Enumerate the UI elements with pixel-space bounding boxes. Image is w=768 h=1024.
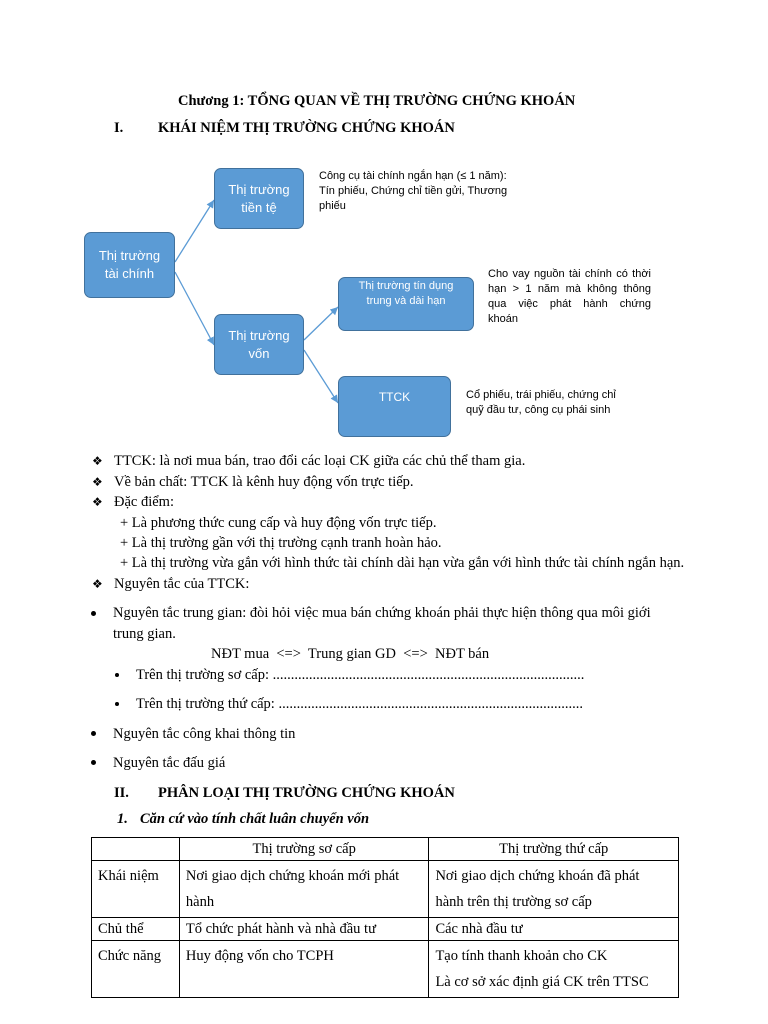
table-cell: Nơi giao dịch chứng khoán đã phát hành trên thị trường sơ cấp [429,861,679,918]
table-cell: Huy động vốn cho TCPH [179,941,429,998]
principle-disclosure: Nguyên tắc công khai thông tin [113,726,296,742]
bullet-principles: Nguyên tắc của TTCK: [114,576,250,592]
diamond-bullet-icon: ❖ [92,475,103,489]
connector-root-capital [175,272,214,345]
bullet-ttck-definition: TTCK: là nơi mua bán, trao đổi các loại CK giữa các chủ thể tham gia. [114,453,526,469]
section-1-number: I. [114,120,124,136]
table-row [92,941,679,998]
sub-primary-market: Trên thị trường sơ cấp: ...................................................................................... [136,667,585,683]
table-cell: Nơi giao dịch chứng khoán mới phát hành [179,861,429,918]
section-1-title: KHÁI NIỆM THỊ TRƯỜNG CHỨNG KHOÁN [158,120,455,136]
diamond-bullet-icon: ❖ [92,454,103,468]
subsection-number: 1. [117,811,128,827]
diamond-bullet-icon: ❖ [92,577,103,591]
trade-flow: NĐT mua <=> Trung gian GD <=> NĐT bán [211,646,490,662]
round-bullet-icon [91,760,96,765]
bullet-characteristics: Đặc điểm: [114,494,174,510]
node-capital-market: Thị trường vốn [214,314,304,375]
note-ttck: Cổ phiếu, trái phiếu, chứng chỉ quỹ đầu tư, công cụ phái sinh [466,389,616,416]
note-money-market: Công cụ tài chính ngắn hạn (≤ 1 năm): Tín phiếu, Chứng chỉ tiền gửi, Thương phiếu [319,170,508,212]
table-header-cell: Thị trường thứ cấp [429,838,679,861]
node-financial-market: Thị trường tài chính [84,232,175,298]
table-header-cell [92,838,180,861]
table-cell: Các nhà đầu tư [429,918,679,941]
principle-intermediary-line1: Nguyên tắc trung gian: đòi hỏi việc mua bán chứng khoán phải thực hiện thông qua môi giới [113,605,651,621]
principle-auction: Nguyên tắc đấu giá [113,755,226,771]
subsection-title: Căn cứ vào tính chất luân chuyển vốn [140,811,370,827]
row-label: Chủ thể [92,918,180,941]
bullet-nature: Về bản chất: TTCK là kênh huy động vốn trực tiếp. [114,474,414,490]
table-header-row [92,838,679,861]
round-bullet-icon [91,611,96,616]
connector-capital-credit [304,307,338,340]
table-row [92,861,679,918]
chapter-title: Chương 1: TỔNG QUAN VỀ THỊ TRƯỜNG CHỨNG KHOÁN [178,93,576,109]
connector-capital-ttck [304,350,338,403]
round-bullet-icon [115,673,119,677]
connector-root-money [175,200,214,262]
table-cell: Tổ chức phát hành và nhà đầu tư [179,918,429,941]
diamond-bullet-icon: ❖ [92,495,103,509]
sub-secondary-market: Trên thị trường thứ cấp: .................................................................................... [136,696,583,712]
table-header-cell: Thị trường sơ cấp [179,838,429,861]
table-cell: Tạo tính thanh khoản cho CK Là cơ sở xác định giá CK trên TTSC [429,941,679,998]
section-2-title: PHÂN LOẠI THỊ TRƯỜNG CHỨNG KHOÁN [158,785,455,801]
row-label: Khái niệm [92,861,180,918]
characteristic-3: + Là thị trường vừa gắn với hình thức tài chính dài hạn vừa gắn với hình thức tài chính ngắn hạn. [120,555,685,571]
round-bullet-icon [115,702,119,706]
node-credit-market: Thị trường tín dụng trung và dài hạn [338,277,474,331]
note-credit-market: Cho vay nguồn tài chính có thời hạn > 1 năm mà không thông qua việc phát hành chứng khoán [488,268,651,325]
table-row [92,918,679,941]
round-bullet-icon [91,731,96,736]
characteristic-1: + Là phương thức cung cấp và huy động vốn trực tiếp. [120,515,437,531]
row-label: Chức năng [92,941,180,998]
principle-intermediary-line2: trung gian. [113,626,176,642]
node-ttck: TTCK [338,376,451,437]
section-2-number: II. [114,785,129,801]
market-comparison-table [91,837,679,998]
node-money-market: Thị trường tiền tệ [214,168,304,229]
characteristic-2: + Là thị trường gần với thị trường cạnh tranh hoàn hảo. [120,535,442,551]
